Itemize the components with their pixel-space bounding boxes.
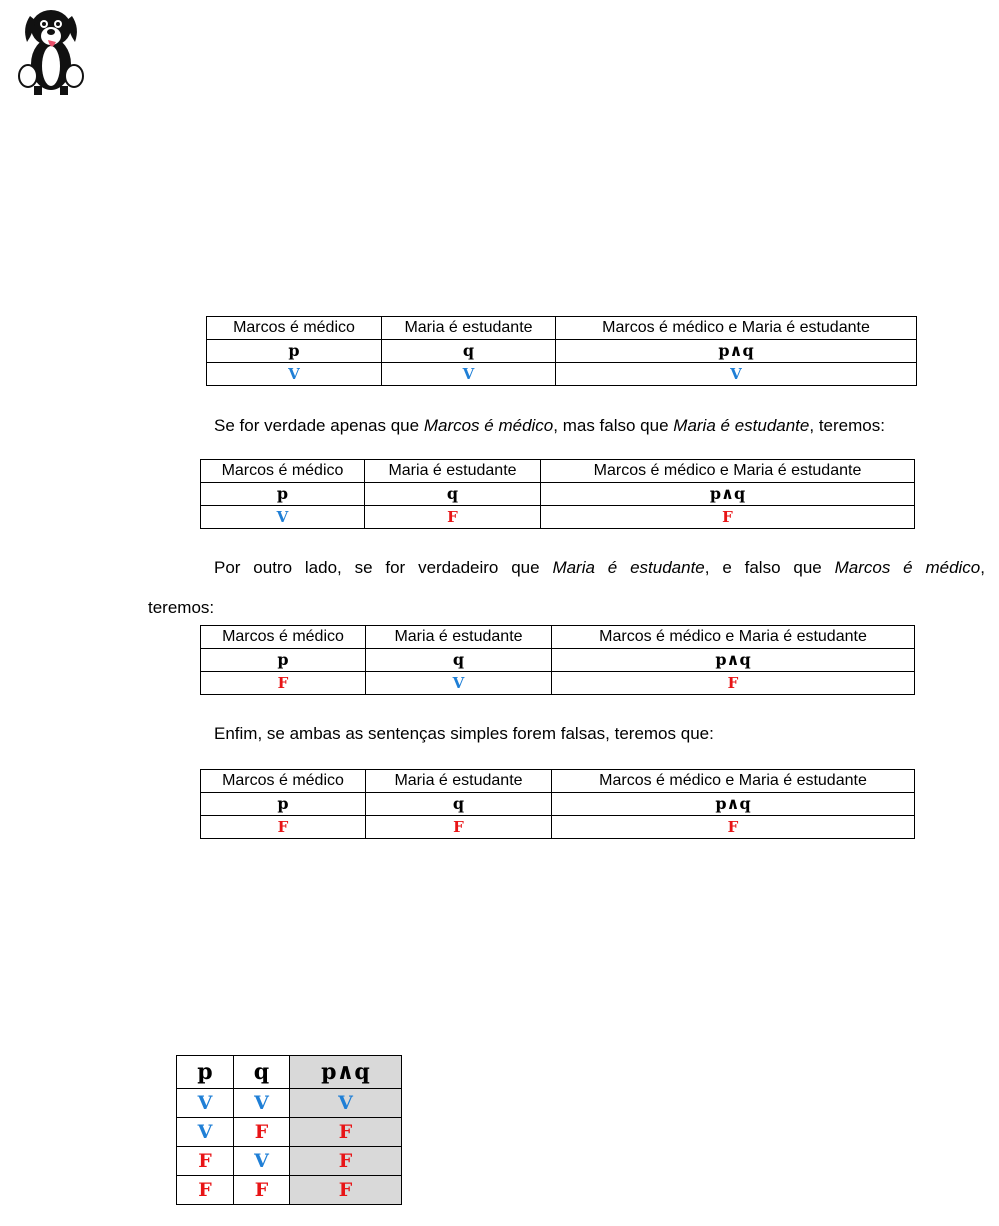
paragraph-1: [214, 414, 954, 438]
header-conjunction: Marcos é médico e Maria é estudante: [556, 317, 917, 340]
value-p-and-q: F: [552, 672, 915, 695]
summary-cell-p-and-q: F: [290, 1147, 402, 1176]
value-p: V: [207, 363, 382, 386]
header-maria: Maria é estudante: [366, 770, 552, 793]
symbol-q: q: [366, 793, 552, 816]
header-maria: Maria é estudante: [365, 460, 541, 483]
summary-cell-q: F: [234, 1176, 290, 1205]
italic-fragment: Maria é estudante: [673, 416, 810, 435]
text-fragment: Por outro lado, se for verdadeiro que: [214, 558, 553, 577]
header-conjunction: Marcos é médico e Maria é estudante: [541, 460, 915, 483]
summary-cell-p: F: [177, 1147, 234, 1176]
cartoon-dog-icon: [8, 2, 94, 96]
paragraph-2-continuation: [148, 596, 214, 620]
symbol-p-and-q: p∧q: [552, 649, 915, 672]
summary-cell-p: V: [177, 1089, 234, 1118]
summary-cell-p-and-q: F: [290, 1176, 402, 1205]
truth-table-ff: [200, 769, 915, 839]
table-value-row: [201, 816, 915, 839]
text-fragment: Enfim, se ambas as sentenças simples forem falsas, teremos que:: [214, 724, 714, 743]
italic-fragment: Maria é estudante: [552, 558, 705, 577]
summary-cell-p: F: [177, 1176, 234, 1205]
symbol-p-and-q: p∧q: [541, 483, 915, 506]
symbol-p-and-q: p∧q: [556, 340, 917, 363]
italic-fragment: Marcos é médico: [423, 416, 554, 435]
text-fragment: ,: [980, 558, 985, 577]
value-q: F: [366, 816, 552, 839]
summary-cell-q: V: [234, 1147, 290, 1176]
summary-header-p: p: [177, 1056, 234, 1089]
summary-header-row: [177, 1056, 402, 1089]
value-p-and-q: F: [552, 816, 915, 839]
value-p: F: [201, 816, 366, 839]
table-value-row: [207, 363, 917, 386]
summary-header-q: q: [234, 1056, 290, 1089]
header-conjunction: Marcos é médico e Maria é estudante: [552, 626, 915, 649]
table-value-row: [201, 506, 915, 529]
summary-row: [177, 1118, 402, 1147]
symbol-q: q: [382, 340, 556, 363]
summary-row: [177, 1147, 402, 1176]
truth-table-vv: [206, 316, 917, 386]
summary-cell-p: V: [177, 1118, 234, 1147]
symbol-p-and-q: p∧q: [552, 793, 915, 816]
table-value-row: [201, 672, 915, 695]
text-fragment: , teremos:: [809, 416, 885, 435]
header-marcos: Marcos é médico: [201, 460, 365, 483]
text-fragment: teremos:: [148, 598, 215, 617]
truth-table-vf: [200, 459, 915, 529]
header-maria: Maria é estudante: [382, 317, 556, 340]
paragraph-3: [214, 722, 714, 746]
value-q: V: [366, 672, 552, 695]
header-marcos: Marcos é médico: [201, 626, 366, 649]
symbol-p: p: [207, 340, 382, 363]
truth-table-fv: [200, 625, 915, 695]
symbol-p: p: [201, 793, 366, 816]
text-fragment: , mas falso que: [553, 416, 674, 435]
table-symbol-row: [201, 793, 915, 816]
value-q: V: [382, 363, 556, 386]
table-symbol-row: [201, 483, 915, 506]
summary-cell-q: F: [234, 1118, 290, 1147]
summary-row: [177, 1089, 402, 1118]
value-p-and-q: V: [556, 363, 917, 386]
table-header-row: [201, 770, 915, 793]
symbol-q: q: [365, 483, 541, 506]
header-marcos: Marcos é médico: [201, 770, 366, 793]
symbol-p: p: [201, 483, 365, 506]
summary-cell-p-and-q: F: [290, 1118, 402, 1147]
header-marcos: Marcos é médico: [207, 317, 382, 340]
table-header-row: [201, 626, 915, 649]
text-fragment: , e falso que: [704, 558, 835, 577]
value-p-and-q: F: [541, 506, 915, 529]
symbol-q: q: [366, 649, 552, 672]
summary-row: [177, 1176, 402, 1205]
italic-fragment: Marcos é médico: [834, 558, 981, 577]
paragraph-2: [214, 556, 985, 580]
text-fragment: Se for verdade apenas que: [214, 416, 424, 435]
summary-cell-p-and-q: V: [290, 1089, 402, 1118]
summary-header-p-and-q: p∧q: [290, 1056, 402, 1089]
value-q: F: [365, 506, 541, 529]
table-symbol-row: [207, 340, 917, 363]
table-symbol-row: [201, 649, 915, 672]
summary-cell-q: V: [234, 1089, 290, 1118]
symbol-p: p: [201, 649, 366, 672]
value-p: F: [201, 672, 366, 695]
header-maria: Maria é estudante: [366, 626, 552, 649]
summary-truth-table: [176, 1055, 402, 1205]
value-p: V: [201, 506, 365, 529]
header-conjunction: Marcos é médico e Maria é estudante: [552, 770, 915, 793]
table-header-row: [207, 317, 917, 340]
table-header-row: [201, 460, 915, 483]
